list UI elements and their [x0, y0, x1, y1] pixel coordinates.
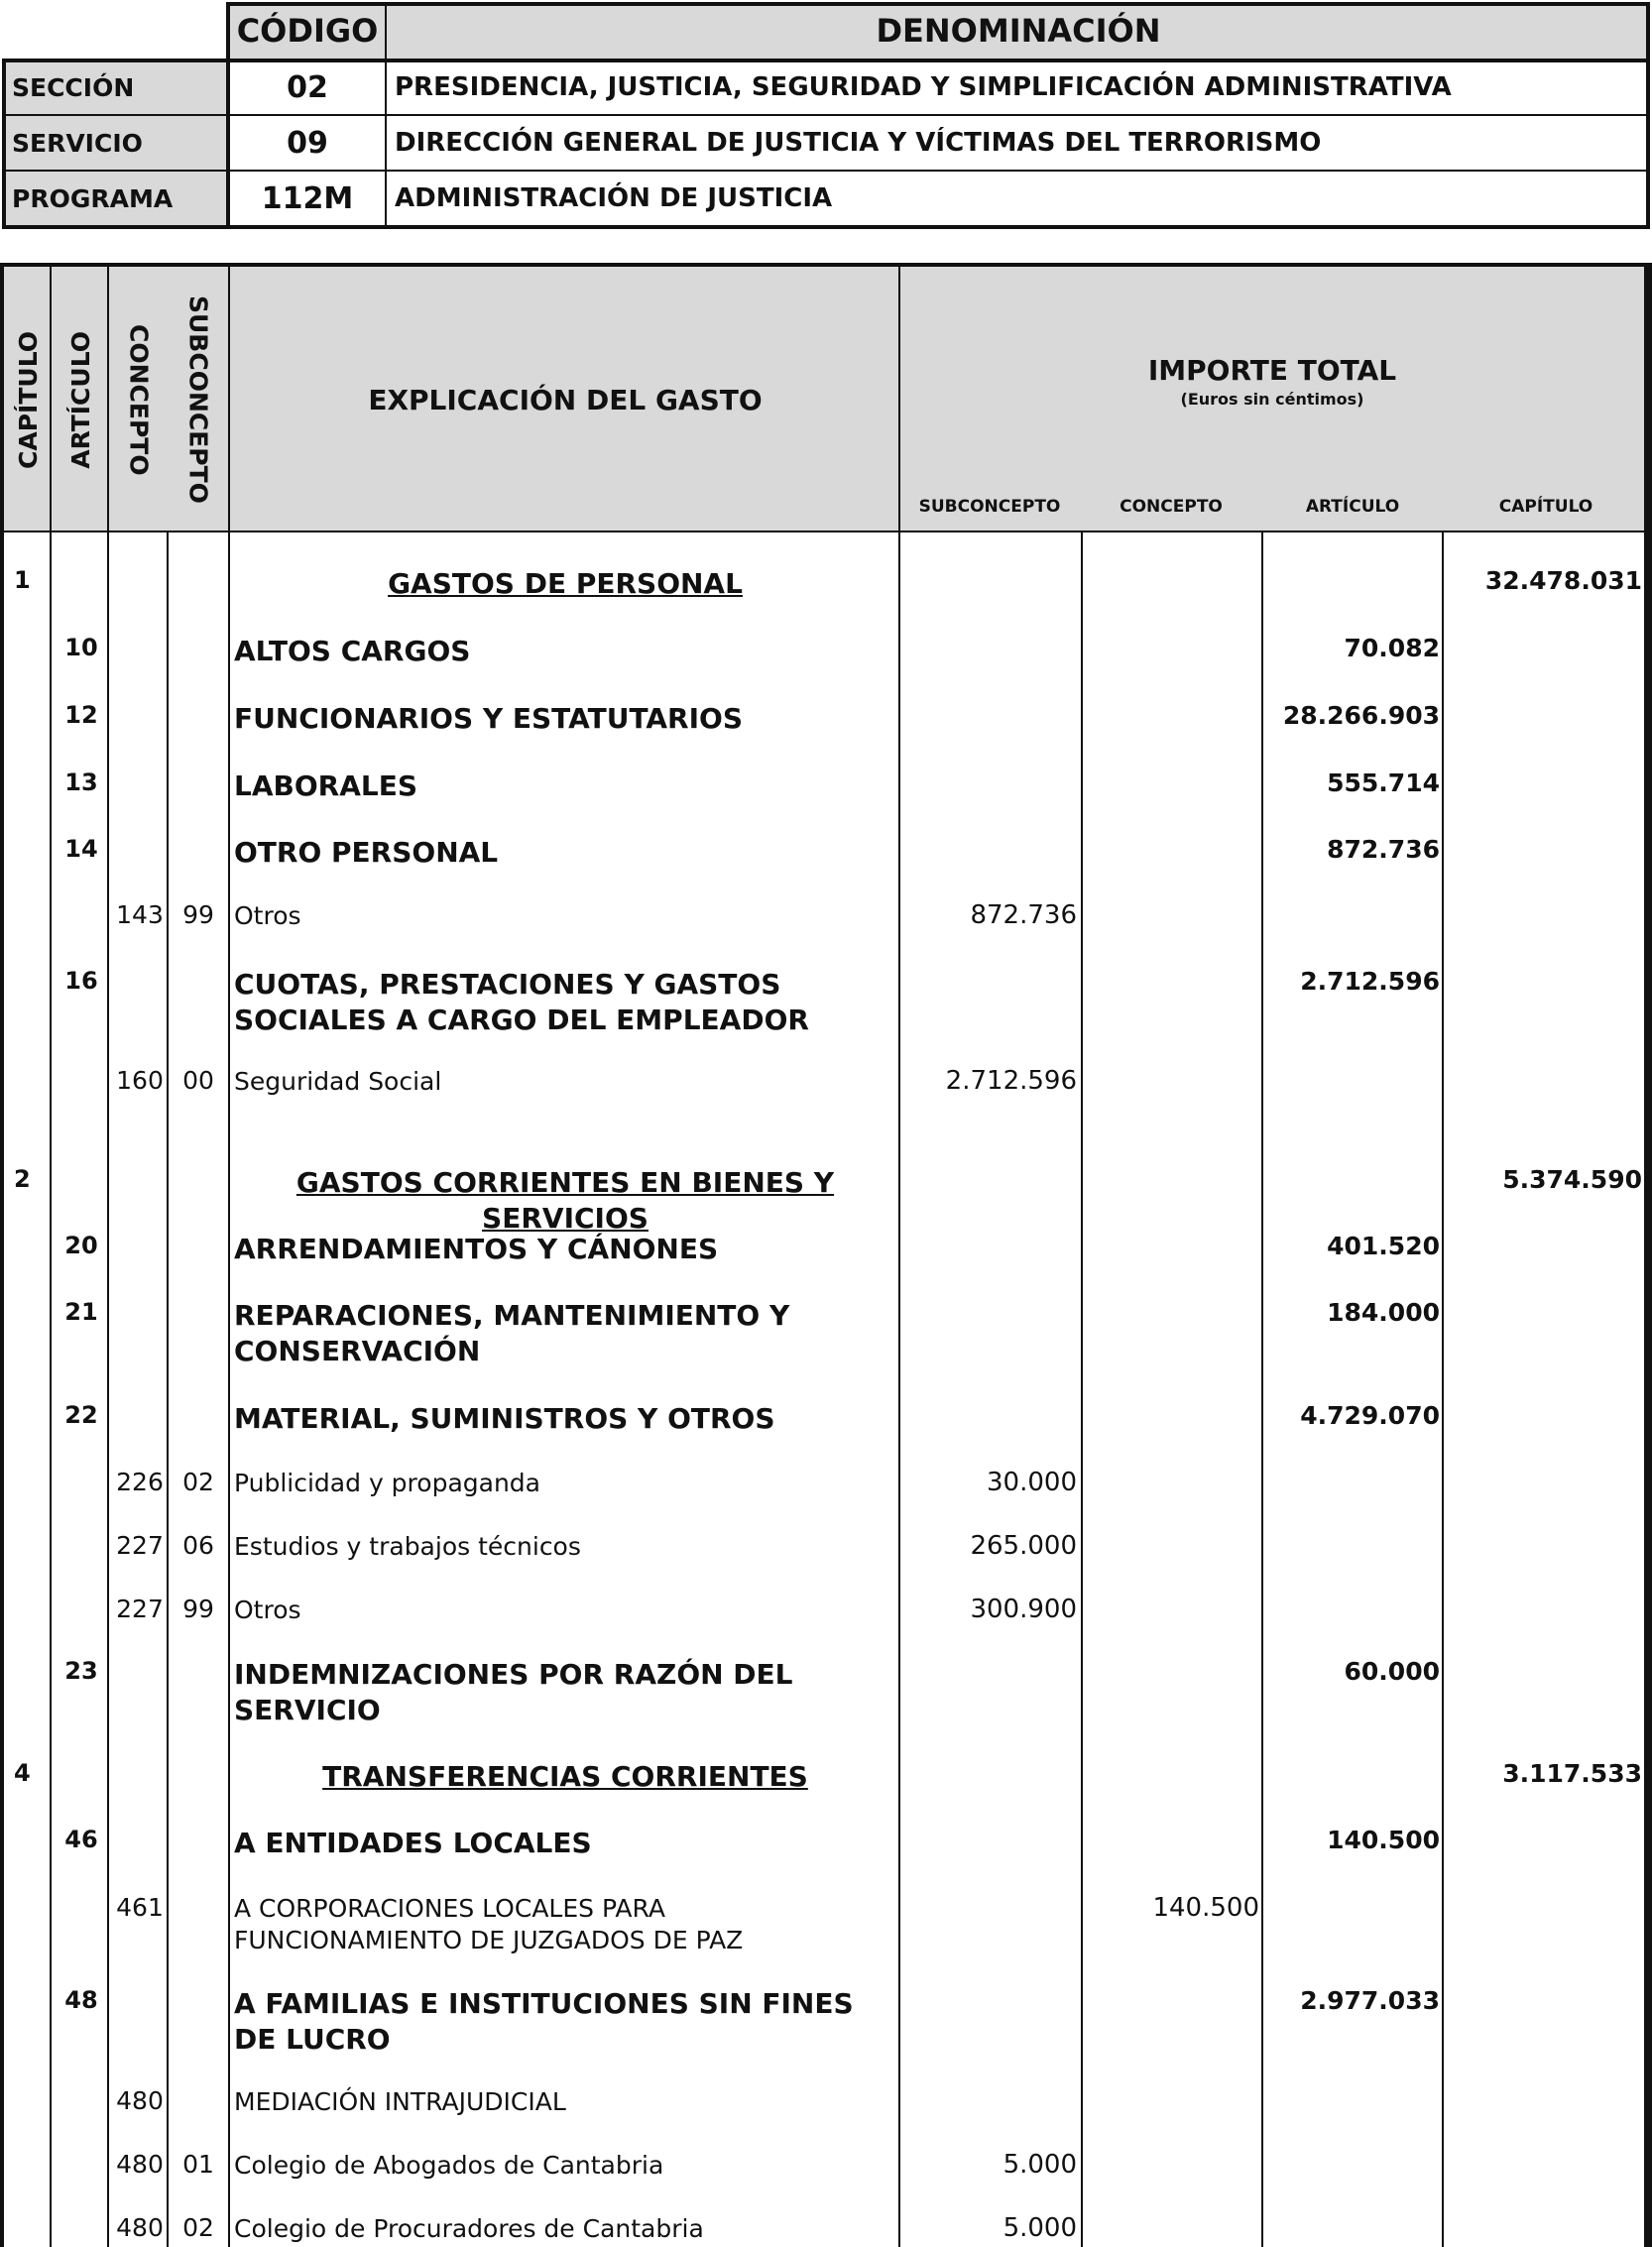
concepto-cell: 160: [116, 1066, 164, 1095]
expense-description: Seguridad Social: [234, 1067, 442, 1096]
articulo-amount: 2.977.033: [1300, 1986, 1440, 2015]
capitulo-amount-header: CAPÍTULO: [1498, 497, 1593, 517]
articulo-cell: 48: [64, 1986, 98, 2014]
expense-description: Publicidad y propaganda: [234, 1469, 540, 1497]
divider: [2, 114, 1650, 116]
expense-description: Colegio de Abogados de Cantabria: [234, 2151, 664, 2180]
importe-note: (Euros sin céntimos): [1180, 390, 1364, 409]
articulo-amount-header: ARTÍCULO: [1305, 497, 1400, 517]
servicio-code: 09: [287, 125, 328, 161]
divider: [1261, 532, 1263, 2247]
concepto-amount: 140.500: [1152, 1893, 1259, 1923]
expense-description: A FAMILIAS E INSTITUCIONES SIN FINES DE LUCRO: [234, 1987, 854, 2056]
divider: [228, 267, 230, 2247]
articulo-amount: 60.000: [1344, 1657, 1440, 1686]
expense-description: INDEMNIZACIONES POR RAZÓN DEL SERVICIO: [234, 1658, 793, 1726]
expense-description: LABORALES: [234, 769, 418, 802]
subconcepto-cell: 02: [182, 2213, 214, 2242]
codigo-column-header: CÓDIGO: [228, 2, 387, 59]
concepto-cell: 143: [116, 900, 164, 929]
chapter-title: GASTOS CORRIENTES EN BIENES Y SERVICIOS: [295, 1166, 835, 1235]
expense-description: REPARACIONES, MANTENIMIENTO Y CONSERVACIÓN: [234, 1299, 790, 1367]
divider: [1644, 267, 1648, 2247]
subconcepto-amount: 30.000: [987, 1468, 1077, 1497]
capitulo-amount: 5.374.590: [1502, 1165, 1642, 1194]
articulo-amount: 401.520: [1327, 1232, 1440, 1260]
expense-description: A ENTIDADES LOCALES: [234, 1827, 592, 1859]
table-header: [4, 267, 1648, 532]
capitulo-cell: 1: [14, 566, 31, 594]
capitulo-amount: 3.117.533: [1502, 1759, 1642, 1788]
divider: [2, 170, 1650, 172]
articulo-amount: 184.000: [1327, 1298, 1440, 1327]
concepto-cell: 226: [116, 1468, 164, 1496]
articulo-cell: 14: [64, 835, 98, 863]
expense-description: Otros: [234, 1596, 301, 1624]
divider: [898, 267, 900, 2247]
concepto-header: CONCEPTO: [124, 323, 154, 476]
divider: [1646, 2, 1650, 229]
servicio-name: DIRECCIÓN GENERAL DE JUSTICIA Y VÍCTIMAS DEL TERRORISMO: [395, 128, 1322, 158]
articulo-cell: 16: [64, 967, 98, 995]
concepto-amount-header: CONCEPTO: [1120, 497, 1223, 517]
subconcepto-cell: 01: [182, 2150, 214, 2179]
divider: [1081, 532, 1083, 2247]
articulo-amount: 555.714: [1327, 769, 1440, 797]
seccion-name: PRESIDENCIA, JUSTICIA, SEGURIDAD Y SIMPLIFICACIÓN ADMINISTRATIVA: [395, 72, 1452, 102]
expense-description: FUNCIONARIOS Y ESTATUTARIOS: [234, 702, 743, 735]
subconcepto-cell: 99: [182, 1595, 214, 1623]
subconcepto-cell: 00: [182, 1066, 214, 1095]
subconcepto-amount: 5.000: [1003, 2150, 1077, 2180]
expense-description: ALTOS CARGOS: [234, 635, 471, 667]
articulo-header: ARTÍCULO: [65, 330, 95, 469]
divider: [226, 2, 230, 229]
subconcepto-cell: 06: [182, 1531, 214, 1560]
concepto-cell: 480: [116, 2150, 164, 2179]
articulo-cell: 13: [64, 769, 98, 796]
articulo-cell: 22: [64, 1401, 98, 1429]
divider: [1442, 532, 1444, 2247]
divider: [2, 225, 1650, 229]
divider: [167, 532, 169, 2247]
capitulo-cell: 4: [14, 1759, 31, 1787]
subconcepto-header: SUBCONCEPTO: [183, 296, 213, 504]
articulo-amount: 28.266.903: [1282, 701, 1440, 730]
subconcepto-amount: 300.900: [970, 1595, 1077, 1624]
budget-header: [2, 2, 1650, 230]
expense-description: MEDIACIÓN INTRAJUDICIAL: [234, 2087, 566, 2116]
articulo-cell: 10: [64, 634, 98, 661]
divider: [226, 2, 1650, 6]
articulo-amount: 4.729.070: [1300, 1401, 1440, 1430]
expense-description: MATERIAL, SUMINISTROS Y OTROS: [234, 1402, 775, 1435]
articulo-amount: 140.500: [1327, 1826, 1440, 1854]
capitulo-cell: 2: [14, 1165, 31, 1193]
articulo-amount: 872.736: [1327, 835, 1440, 864]
articulo-cell: 12: [64, 701, 98, 729]
concepto-cell: 480: [116, 2086, 164, 2115]
expense-description: Otros: [234, 901, 301, 930]
capitulo-header: CAPÍTULO: [13, 330, 43, 469]
subconcepto-cell: 99: [182, 900, 214, 929]
denominacion-column-header: DENOMINACIÓN: [387, 2, 1650, 59]
subconcepto-amount: 2.712.596: [945, 1066, 1077, 1096]
expense-description: OTRO PERSONAL: [234, 836, 499, 869]
divider: [2, 59, 1650, 62]
divider: [50, 267, 52, 2247]
subconcepto-cell: 02: [182, 1468, 214, 1496]
expense-description: CUOTAS, PRESTACIONES Y GASTOS SOCIALES A CARGO DEL EMPLEADOR: [234, 968, 809, 1036]
concepto-cell: 227: [116, 1595, 164, 1623]
expense-description: A CORPORACIONES LOCALES PARA FUNCIONAMIENTO DE JUZGADOS DE PAZ: [234, 1894, 744, 1954]
articulo-amount: 70.082: [1344, 634, 1440, 662]
programa-label: PROGRAMA: [2, 171, 228, 226]
articulo-cell: 20: [64, 1232, 98, 1259]
explicacion-header: EXPLICACIÓN DEL GASTO: [368, 384, 763, 416]
concepto-cell: 227: [116, 1531, 164, 1560]
capitulo-amount: 32.478.031: [1484, 566, 1642, 595]
importe-total-header: IMPORTE TOTAL: [1147, 354, 1397, 387]
expense-description: Colegio de Procuradores de Cantabria: [234, 2214, 704, 2243]
expense-description: ARRENDAMIENTOS Y CÁNONES: [234, 1233, 719, 1265]
concepto-cell: 480: [116, 2213, 164, 2242]
articulo-cell: 23: [64, 1657, 98, 1685]
seccion-code: 02: [287, 69, 328, 105]
subconcepto-amount: 5.000: [1003, 2213, 1077, 2243]
subconcepto-amount: 872.736: [970, 900, 1077, 930]
programa-code: 112M: [261, 180, 354, 216]
articulo-cell: 21: [64, 1298, 98, 1326]
chapter-title: TRANSFERENCIAS CORRIENTES: [322, 1760, 808, 1793]
seccion-label: SECCIÓN: [2, 59, 228, 115]
articulo-amount: 2.712.596: [1300, 967, 1440, 996]
expense-description: Estudios y trabajos técnicos: [234, 1532, 581, 1561]
servicio-label: SERVICIO: [2, 115, 228, 171]
chapter-title: GASTOS DE PERSONAL: [388, 567, 743, 600]
concepto-cell: 461: [116, 1893, 164, 1922]
programa-name: ADMINISTRACIÓN DE JUSTICIA: [395, 183, 833, 213]
subconcepto-amount: 265.000: [970, 1531, 1077, 1561]
articulo-cell: 46: [64, 1826, 98, 1853]
subconcepto-amount-header: SUBCONCEPTO: [918, 497, 1061, 517]
expense-table: [0, 263, 1652, 2247]
divider: [385, 2, 387, 229]
divider: [2, 59, 6, 229]
